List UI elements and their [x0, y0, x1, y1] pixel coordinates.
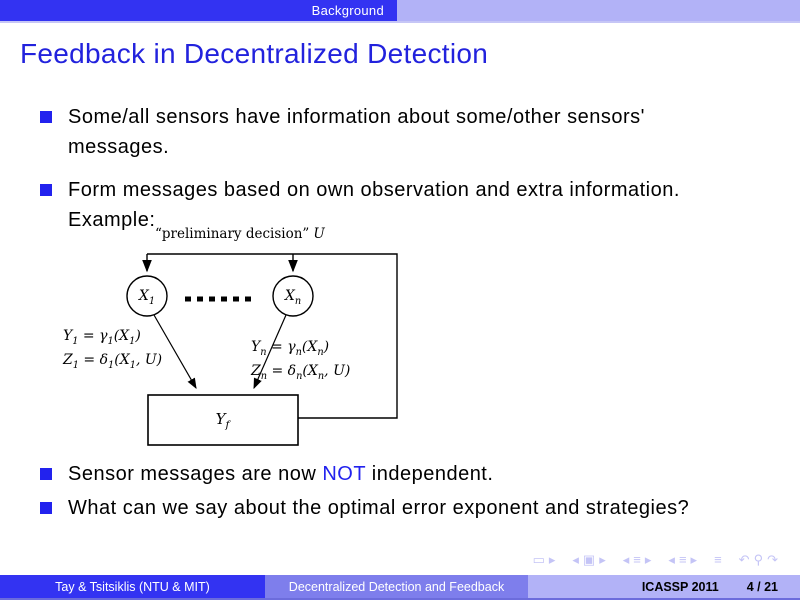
footer-page-number: 4 / 21 [746, 579, 778, 594]
forward-icon[interactable]: ↷ [767, 552, 778, 567]
slide-next-icon[interactable]: ▸ [548, 552, 556, 567]
back-icon[interactable]: ↶ [738, 552, 750, 567]
sensor-n-equations [251, 338, 350, 386]
footer-authors: Tay & Tsitsiklis (NTU & MIT) [55, 579, 210, 594]
sensor-1-feedback-eq: $Z_1 = \delta_1(X_1$, U) [63, 351, 163, 371]
bullet-square-icon [40, 184, 52, 196]
sensor-1-equations [63, 327, 162, 375]
section-list-icon[interactable]: ≡ [633, 552, 641, 567]
footer-conference-segment [528, 575, 800, 598]
bullet-item-1 [40, 102, 645, 162]
footer-short-title: Decentralized Detection and Feedback [288, 579, 505, 594]
feedback-loop-line [147, 254, 397, 418]
bullet-square-icon [40, 502, 52, 514]
bullet-1-line-2: messages. [68, 136, 170, 158]
footer-authors-segment [0, 575, 265, 598]
bullet-1-text [68, 102, 645, 162]
frame-prev-icon[interactable]: ◂ [572, 552, 579, 567]
sensor-1-message-eq: $Y_1 = \gamma_1(X_1)$ [63, 328, 141, 347]
appendix-icon[interactable]: ≡ [714, 552, 722, 567]
bullet-2-line-2: Example: [68, 209, 156, 231]
bullet-item-3 [40, 459, 493, 489]
page-title: Feedback in Decentralized Detection [20, 38, 489, 69]
sensor-node-n-label: $X_n$ [284, 288, 302, 307]
footer-bar [0, 575, 800, 600]
header-subsection-segment [397, 0, 800, 21]
feedback-diagram [55, 225, 415, 457]
bullet-1-line-1: Some/all sensors have information about some/other sensors' [68, 106, 645, 128]
section-prev-icon[interactable]: ◂ [622, 552, 630, 567]
subsection-list-icon[interactable]: ≡ [678, 552, 687, 567]
sensor-n-feedback-eq: $Z_n = \delta_n(X_n$, U) [251, 362, 351, 382]
section-next-icon[interactable]: ▸ [644, 552, 652, 567]
footer-conference: ICASSP 2011 [641, 579, 719, 594]
header-bar [0, 0, 800, 21]
fusion-center-label: $Y_f$ [215, 410, 230, 431]
bullet-square-icon [40, 468, 52, 480]
section-tab-background[interactable]: Background [311, 3, 384, 18]
bullet-item-4 [40, 493, 689, 523]
sensor-n-message-eq: $Y_n = \gamma_n(X_n)$ [251, 339, 330, 358]
slide-icon[interactable]: ▭ [532, 552, 545, 567]
not-highlight: NOT [322, 463, 366, 485]
frame-next-icon[interactable]: ▸ [599, 552, 606, 567]
subsection-prev-icon[interactable]: ◂ [668, 552, 675, 567]
bullet-square-icon [40, 111, 52, 123]
bullet-3-text: Sensor messages are now NOT independent. [68, 463, 494, 485]
search-icon[interactable]: ⚲ [753, 552, 764, 567]
subsection-next-icon[interactable]: ▸ [690, 552, 698, 567]
navigation-bar [533, 551, 778, 569]
footer-title-segment [265, 575, 528, 598]
frames-icon[interactable]: ▣ [582, 552, 596, 567]
header-section-segment [0, 0, 397, 21]
bullet-2-line-1: Form messages based on own observation and extra information. [68, 179, 680, 201]
header-divider [0, 21, 800, 23]
sensor-node-1-label: $X_1$ [138, 288, 156, 307]
preliminary-decision-label: “preliminary decision” U [155, 226, 325, 242]
bullet-4-text: What can we say about the optimal error exponent and strategies? [68, 497, 690, 519]
